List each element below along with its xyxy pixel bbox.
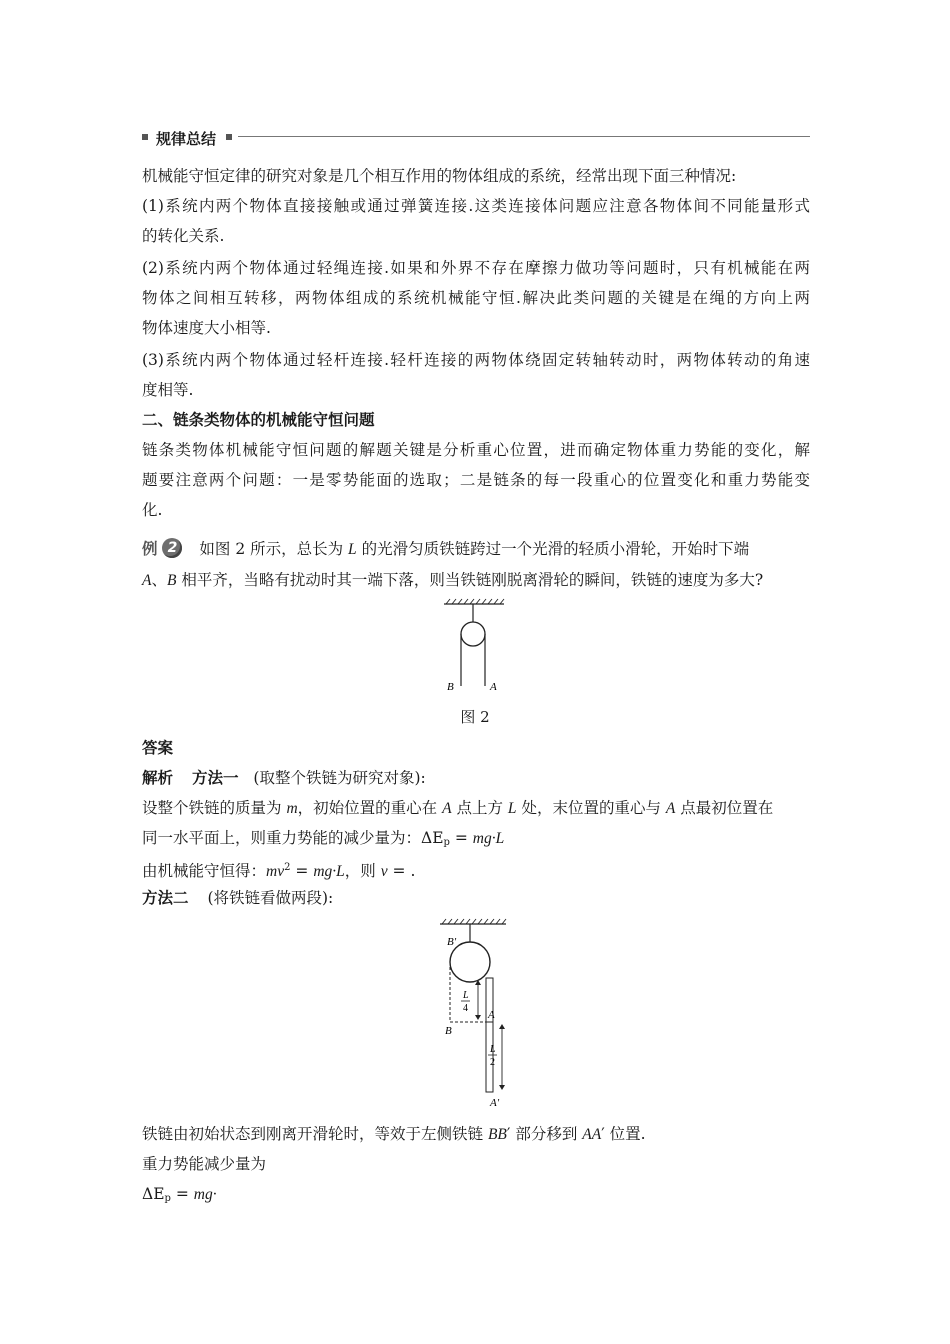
solution-line1 <box>142 798 810 819</box>
var-L: L <box>507 800 517 817</box>
figure1-label-B: B <box>447 681 454 693</box>
summary-case2-line3: 物体速度大小相等. <box>142 319 271 337</box>
frac1-denominator: 4 <box>463 1003 468 1014</box>
text-span: 位置. <box>604 1125 646 1143</box>
text-span: 由机械能守恒得： <box>142 862 267 880</box>
frac1-numerator: L <box>463 990 469 1001</box>
part2-line2: 题要注意两个问题：一是零势能面的选取；二是链条的每一段重心的位置变化和重力势能变 <box>142 471 810 489</box>
solution-line3 <box>142 858 810 882</box>
var-A: A <box>442 800 452 817</box>
method1-note: (取整个铁链为研究对象): <box>253 769 426 787</box>
ceiling-hatch <box>442 919 506 924</box>
text-span: 部分移到 <box>510 1125 583 1143</box>
pulley-wheel <box>461 622 485 646</box>
method1-label: 方法一 <box>191 769 239 787</box>
example-label: 例 <box>142 540 158 558</box>
var-AA: AA <box>582 1126 602 1143</box>
figure2-label-Ap: A′ <box>490 1097 500 1109</box>
equals: = <box>170 1185 194 1203</box>
text-span: 点上方 <box>451 799 508 817</box>
summary-intro: 机械能守恒定律的研究对象是几个相互作用的物体组成的系统，经常出现下面三种情况: <box>142 167 737 185</box>
final-line3 <box>142 1184 810 1209</box>
solution-line2 <box>142 828 810 853</box>
delta-E: ΔE <box>142 1185 165 1203</box>
equals: = <box>290 862 314 880</box>
section-title: 规律总结 <box>156 130 217 148</box>
method1-line <box>142 768 810 788</box>
figure1-label-A: A <box>490 681 497 693</box>
analysis-label: 解析 <box>142 769 174 787</box>
summary-case2-line2: 物体之间相互转移，两物体组成的系统机械能守恒.解决此类问题的关键是在绳的方向上两 <box>142 289 810 307</box>
pulley-wheel <box>450 942 490 982</box>
var-A: A <box>665 800 676 817</box>
figure2-label-Bp: B′ <box>447 936 457 948</box>
text-span: 设整个铁链的质量为 <box>142 799 287 817</box>
superscript-2: 2 <box>284 862 291 873</box>
text-span: ，则 <box>344 862 381 880</box>
equals: = <box>449 829 473 847</box>
chain-right <box>486 978 493 1092</box>
text-span: 同一水平面上，则重力势能的减少量为： <box>142 829 422 847</box>
var-m: m <box>266 863 278 880</box>
example-text-a: 如图 2 所示，总长为 <box>199 540 349 558</box>
part2-line3: 化. <box>142 501 163 519</box>
prime-mark: ′ <box>506 1125 511 1143</box>
square-bullet-icon <box>226 134 232 140</box>
example-line1 <box>142 538 810 560</box>
part2-heading: 二、链条类物体的机械能守恒问题 <box>142 411 375 429</box>
frac2-denominator: 2 <box>490 1057 495 1068</box>
section-header <box>142 128 810 148</box>
final-line1 <box>142 1124 810 1145</box>
summary-case3-line1: (3)系统内两个物体通过轻杆连接.轻杆连接的两物体绕固定转轴转动时，两物体转动的角速 <box>142 351 810 369</box>
figure2-label-B: B <box>445 1025 452 1037</box>
var-v: v <box>380 863 388 880</box>
method2-label: 方法二 <box>142 889 189 907</box>
figure1-caption: 图 2 <box>460 708 490 726</box>
summary-case1-line1: (1)系统内两个物体直接接触或通过弹簧连接.这类连接体问题应注意各物体间不同能量形式 <box>142 197 810 215</box>
summary-case2-line1: (2)系统内两个物体通过轻绳连接.如果和外界不存在摩擦力做功等问题时，只有机械能在两 <box>142 259 810 277</box>
example-number: 2 <box>162 538 182 558</box>
example-var-B: B <box>166 572 177 589</box>
summary-case1-line2: 的转化关系. <box>142 227 225 245</box>
var-v: v <box>277 863 285 880</box>
example-line2 <box>142 570 810 591</box>
method2-line <box>142 888 810 908</box>
text-span: 点最初位置在 <box>675 799 774 817</box>
part2-line1: 链条类物体机械能守恒问题的解题关键是分析重心位置，进而确定物体重力势能的变化，解 <box>142 441 810 459</box>
chain-segments-figure <box>430 918 530 1113</box>
expr-mg: mg· <box>193 1186 217 1203</box>
subscript-p: p <box>164 1193 171 1204</box>
example-var-L: L <box>348 541 357 558</box>
example-text-b: 的光滑匀质铁链跨过一个光滑的轻质小滑轮，开始时下端 <box>356 540 750 558</box>
text-span: = . <box>387 862 416 880</box>
method2-note: (将铁链看做两段): <box>207 889 334 907</box>
expr-mgL: mg·L <box>472 830 505 847</box>
section-divider <box>238 136 810 137</box>
summary-case3-line2: 度相等. <box>142 381 194 399</box>
example-text-c: 相平齐，当略有扰动时其一端下落，则当铁链刚脱离滑轮的瞬间，铁链的速度为多大? <box>176 571 764 589</box>
var-m: m <box>286 800 298 817</box>
ceiling-hatch <box>446 599 504 604</box>
example-sep: 、 <box>151 571 167 589</box>
subscript-p: p <box>443 837 450 848</box>
text-span: ，初始位置的重心在 <box>297 799 443 817</box>
figure2-label-A: A <box>488 1009 495 1021</box>
example-badge <box>142 538 182 559</box>
delta-E: ΔE <box>421 829 444 847</box>
final-line2: 重力势能减少量为 <box>142 1155 267 1173</box>
text-span: 铁链由初始状态到刚离开滑轮时，等效于左侧铁链 <box>142 1125 488 1143</box>
frac2-numerator: L <box>490 1044 496 1055</box>
prime-mark: ′ <box>601 1125 605 1143</box>
square-bullet-icon <box>142 134 148 140</box>
answer-label: 答案 <box>142 739 174 757</box>
text-span: 处，末位置的重心与 <box>516 799 666 817</box>
example-var-A: A <box>142 572 152 589</box>
var-BB: BB <box>487 1126 507 1143</box>
expr-mgL: mg·L <box>313 863 345 880</box>
pulley-figure <box>430 598 520 698</box>
